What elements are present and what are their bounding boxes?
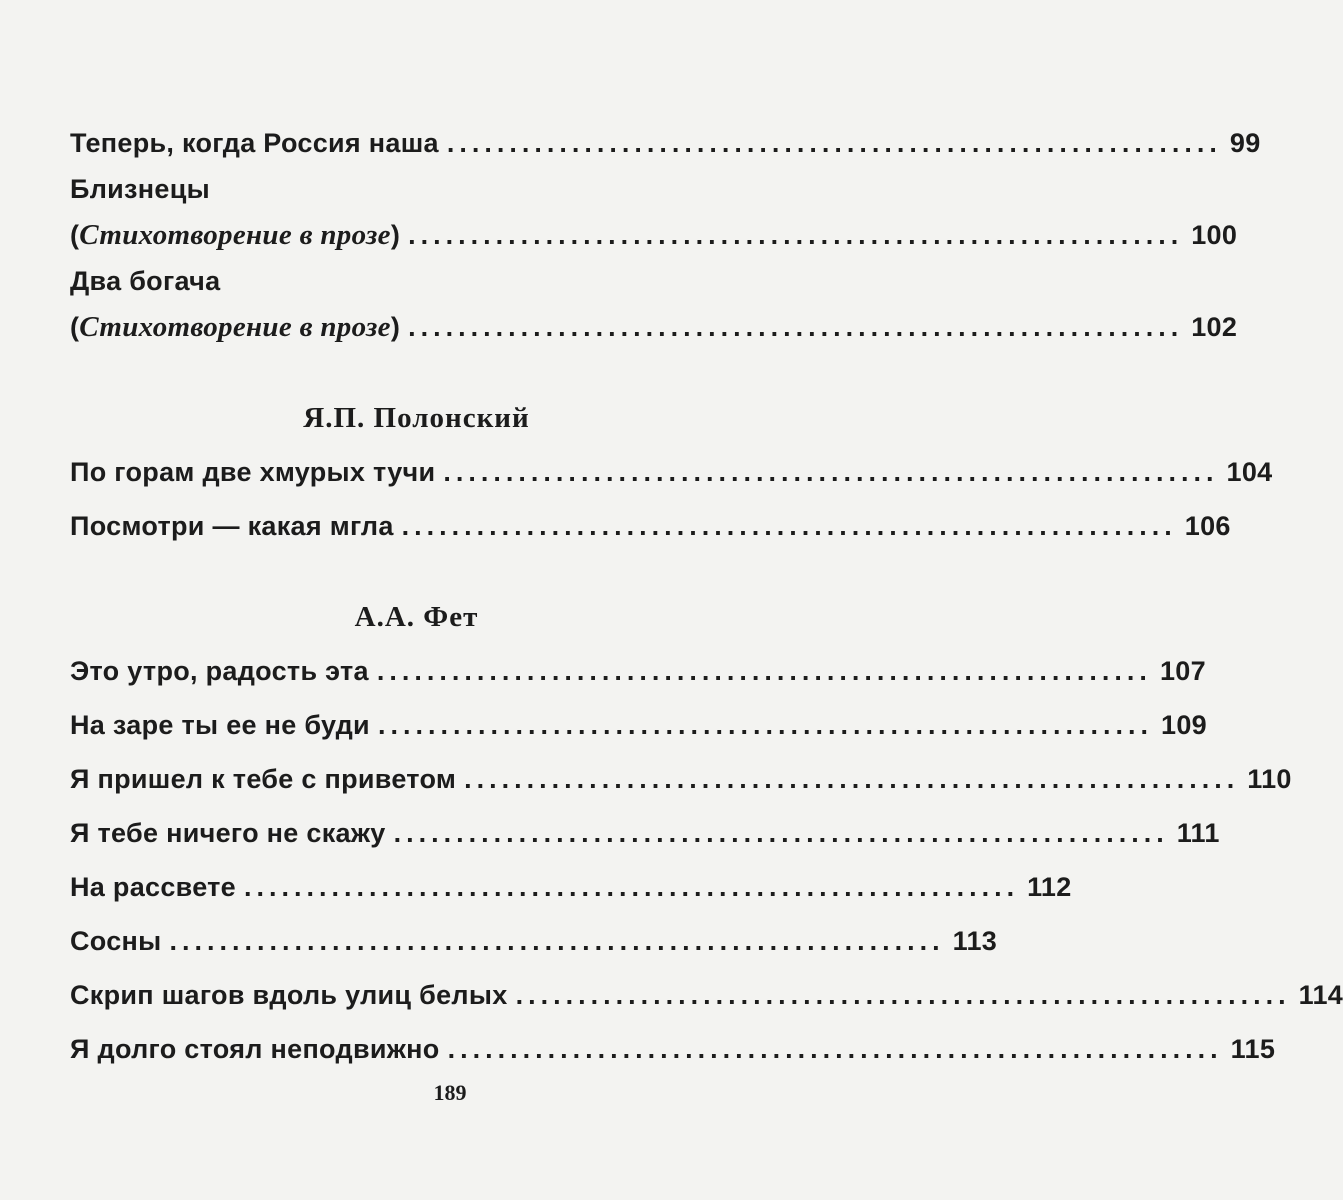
toc-entry-page: 107 bbox=[1159, 656, 1206, 686]
toc-entry-title: Я тебе ничего не скажу bbox=[70, 818, 386, 848]
leader-dots: .............................................................. bbox=[408, 312, 1184, 342]
toc-entry bbox=[70, 648, 1206, 694]
toc-entry bbox=[70, 702, 1207, 748]
leader-dots: .............................................................. bbox=[446, 128, 1222, 158]
leader-dots: .............................................................. bbox=[169, 926, 945, 956]
toc-entry-page: 102 bbox=[1191, 312, 1238, 342]
toc-entry bbox=[70, 166, 1238, 258]
toc-entry-title: На заре ты ее не буди bbox=[70, 710, 370, 740]
leader-dots: .............................................................. bbox=[376, 656, 1152, 686]
leader-dots: .............................................................. bbox=[443, 457, 1219, 487]
table-of-contents bbox=[70, 120, 1343, 1072]
leader-dots: .............................................................. bbox=[244, 872, 1020, 902]
toc-entry bbox=[70, 756, 1292, 802]
leader-dots: .............................................................. bbox=[401, 511, 1177, 541]
toc-entry bbox=[70, 810, 1220, 856]
leader-dots: .............................................................. bbox=[447, 1034, 1223, 1064]
toc-entry-subtitle: (Стихотворение в прозе) bbox=[70, 311, 401, 343]
author-heading: А.А. Фет bbox=[354, 601, 479, 633]
toc-entry-title: Это утро, радость эта bbox=[70, 656, 369, 686]
toc-entry-page: 104 bbox=[1226, 457, 1273, 487]
author-heading: Я.П. Полонский bbox=[303, 402, 530, 434]
toc-entry-title: Скрип шагов вдоль улиц белых bbox=[70, 980, 508, 1010]
toc-entry-title: Два богача bbox=[70, 266, 221, 296]
page-number: 189 bbox=[433, 1080, 467, 1105]
toc-entry-page: 109 bbox=[1161, 710, 1207, 740]
toc-entry bbox=[70, 258, 1238, 350]
leader-dots: .............................................................. bbox=[393, 818, 1169, 848]
toc-entry-page: 111 bbox=[1176, 818, 1220, 848]
toc-entry-title: На рассвете bbox=[70, 872, 236, 902]
toc-entry-title: Я пришел к тебе с приветом bbox=[70, 764, 457, 794]
toc-entry bbox=[70, 503, 1231, 549]
toc-entry-page: 100 bbox=[1191, 220, 1238, 250]
toc-entry bbox=[70, 864, 1072, 910]
toc-entry bbox=[70, 972, 1343, 1018]
toc-entry-title: Теперь, когда Россия наша bbox=[70, 128, 439, 158]
toc-entry-title: Посмотри — какая мгла bbox=[70, 511, 394, 541]
toc-entry bbox=[70, 918, 998, 964]
toc-entry bbox=[70, 449, 1273, 495]
toc-entry-page: 106 bbox=[1184, 511, 1231, 541]
leader-dots: .............................................................. bbox=[464, 764, 1240, 794]
toc-entry-page: 112 bbox=[1027, 872, 1072, 902]
toc-entry bbox=[70, 120, 1261, 166]
leader-dots: .............................................................. bbox=[408, 220, 1184, 250]
leader-dots: .............................................................. bbox=[515, 980, 1291, 1010]
toc-entry bbox=[70, 1026, 1276, 1072]
toc-entry-page: 115 bbox=[1230, 1034, 1276, 1064]
toc-entry-title: Я долго стоял неподвижно bbox=[70, 1034, 440, 1064]
toc-entry-title: Сосны bbox=[70, 926, 162, 956]
toc-entry-page: 114 bbox=[1298, 980, 1343, 1010]
toc-entry-title: Близнецы bbox=[70, 174, 210, 204]
toc-entry-page: 110 bbox=[1247, 764, 1292, 794]
toc-entry-subtitle: (Стихотворение в прозе) bbox=[70, 219, 401, 251]
toc-entry-page: 113 bbox=[952, 926, 998, 956]
toc-entry-title: По горам две хмурых тучи bbox=[70, 457, 436, 487]
leader-dots: .............................................................. bbox=[377, 710, 1154, 740]
toc-entry-page: 99 bbox=[1229, 128, 1261, 158]
